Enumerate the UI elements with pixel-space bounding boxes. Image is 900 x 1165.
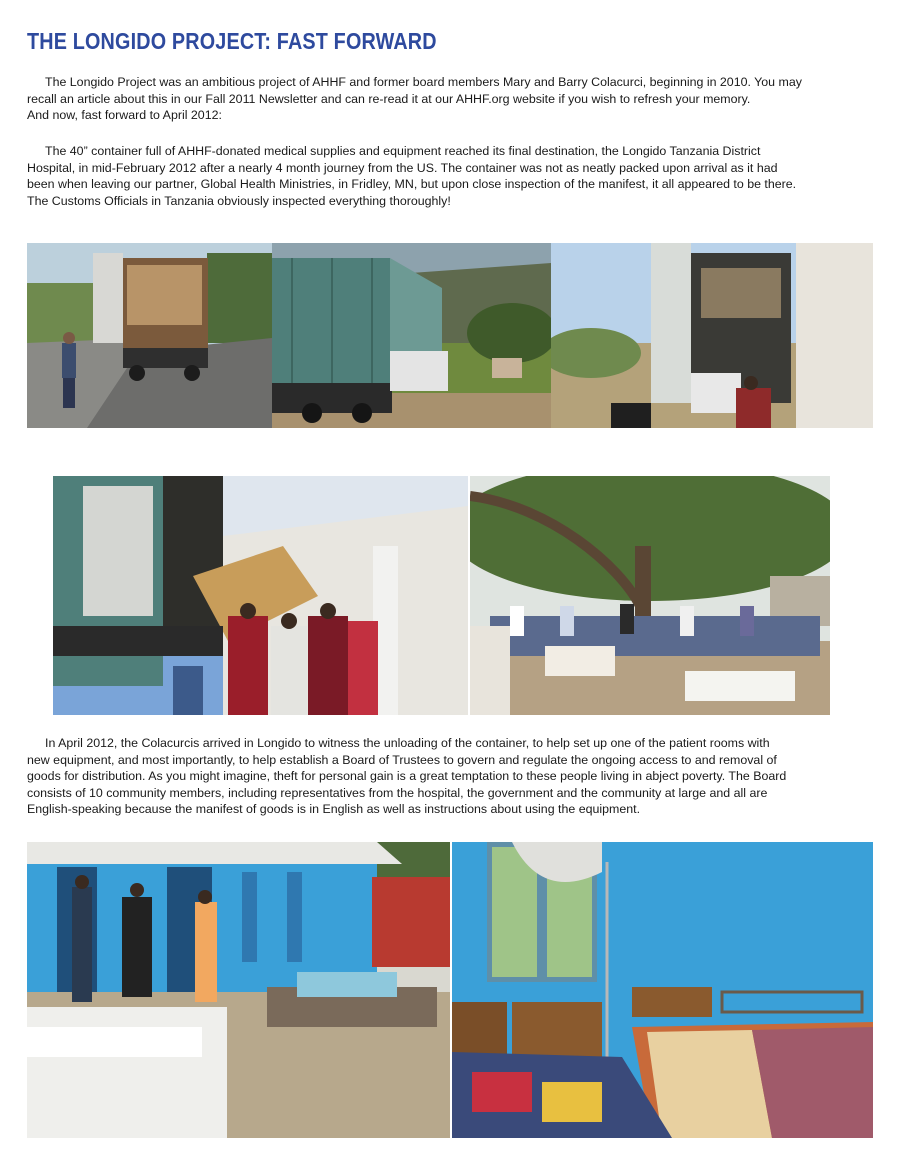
para-line: been when leaving our partner, Global Health Ministries, in Fridley, MN, but upon close inspection of the manifest, it all appeared to be there. <box>27 177 797 191</box>
para-line: And now, fast forward to April 2012: <box>27 108 222 122</box>
para-line: new equipment, and most importantly, to help establish a Board of Trustees to govern and regulate the ongoing access to and removal of <box>27 752 777 767</box>
para-line: Hospital, in mid-February 2012 after a nearly 4 month journey from the US. The container was not as neatly packed upon arrival as it had <box>27 160 778 175</box>
photo-unloading-crate <box>53 476 468 715</box>
container-arrival-paragraph <box>27 143 877 209</box>
para-line: The Longido Project was an ambitious project of AHHF and former board members Mary and Barry Colacurci, beginning in 2010. You may <box>45 75 802 89</box>
photo-hospital-exterior <box>27 842 450 1138</box>
photo-patient-room <box>452 842 873 1138</box>
photo-container-truck <box>272 243 551 428</box>
para-line: English-speaking because the manifest of goods is in English as well as instructions about using the equipment. <box>27 802 641 816</box>
para-line: recall an article about this in our Fall 2011 Newsletter and can re-read it at our AHHF.org website if you wish to refresh your memory. <box>27 91 751 106</box>
board-of-trustees-paragraph <box>27 735 877 818</box>
photo-container-open <box>551 243 873 428</box>
para-line: The 40” container full of AHHF-donated medical supplies and equipment reached its final destination, the Longido Tanzania District <box>45 144 761 158</box>
para-line: The Customs Officials in Tanzania obviously inspected everything thoroughly! <box>27 193 451 208</box>
para-line: goods for distribution. As you might imagine, theft for personal gain is a great temptation to these people living in abject poverty. The Board <box>27 769 787 783</box>
photo-truck-road <box>27 243 272 428</box>
intro-paragraph <box>27 74 877 124</box>
article-title: THE LONGIDO PROJECT: FAST FORWARD <box>27 28 437 54</box>
para-line: In April 2012, the Colacurcis arrived in Longido to witness the unloading of the container, to help set up one of the patient rooms with <box>45 736 770 750</box>
photo-community-meeting <box>470 476 830 715</box>
para-line: consists of 10 community members, including representatives from the hospital, the government and the community at large and all are <box>27 785 768 800</box>
